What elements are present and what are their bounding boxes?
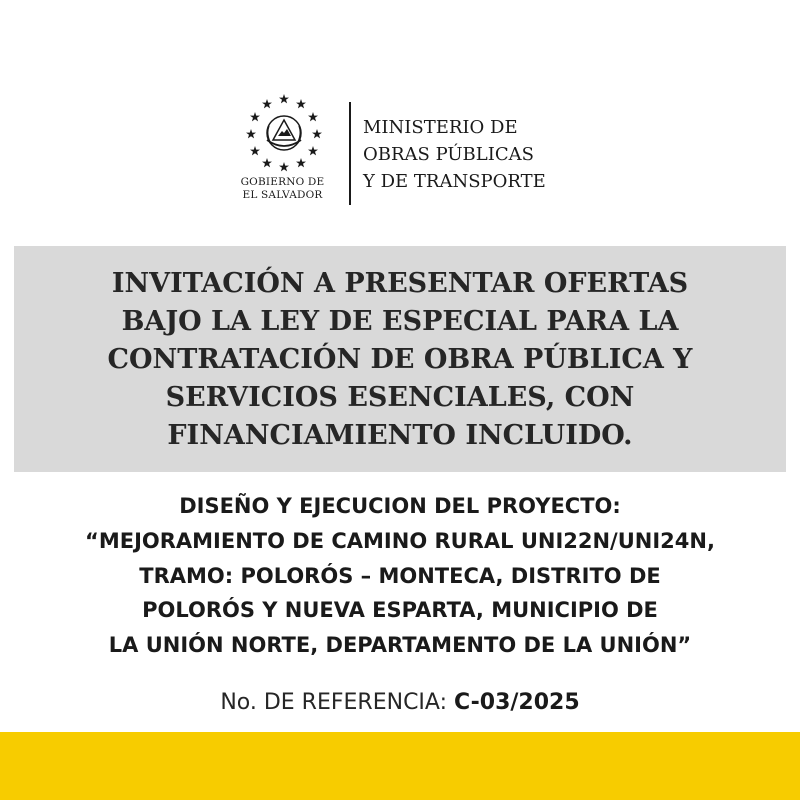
ministry-name-line-2: OBRAS PÚBLICAS <box>363 144 534 165</box>
ministry-name <box>363 114 663 195</box>
government-label-line-1: GOBIERNO DE <box>240 176 325 188</box>
government-label-line-2: EL SALVADOR <box>242 189 323 201</box>
project-name-line-4: LA UNIÓN NORTE, DEPARTAMENTO DE LA UNIÓN” <box>108 633 692 657</box>
invitation-title-line-4: SERVICIOS ESENCIALES, CON <box>165 382 635 413</box>
reference-number <box>0 690 800 715</box>
ministry-header <box>0 0 800 240</box>
invitation-title-line-2: BAJO LA LEY DE ESPECIAL PARA LA <box>121 306 679 337</box>
invitation-title-box <box>14 246 786 472</box>
government-label <box>225 176 340 202</box>
project-name-line-2: TRAMO: POLORÓS – MONTECA, DISTRITO DE <box>139 564 661 588</box>
invitation-title-line-1: INVITACIÓN A PRESENTAR OFERTAS <box>111 268 689 299</box>
ministry-name-line-1: MINISTERIO DE <box>363 117 518 138</box>
invitation-title-line-5: FINANCIAMIENTO INCLUIDO. <box>167 420 633 451</box>
project-name-line-3: POLORÓS Y NUEVA ESPARTA, MUNICIPIO DE <box>142 598 658 622</box>
project-heading: DISEÑO Y EJECUCION DEL PROYECTO: <box>179 494 621 518</box>
project-name-line-1: “MEJORAMIENTO DE CAMINO RURAL UNI22N/UNI24N, <box>85 529 715 553</box>
el-salvador-coat-of-arms-icon <box>244 92 324 172</box>
invitation-title-line-3: CONTRATACIÓN DE OBRA PÚBLICA Y <box>107 344 693 375</box>
reference-label: No. DE REFERENCIA: <box>220 690 447 715</box>
accent-bar <box>0 732 800 800</box>
ministry-name-line-3: Y DE TRANSPORTE <box>363 171 546 192</box>
reference-value: C-03/2025 <box>454 690 580 715</box>
header-divider <box>349 102 351 205</box>
